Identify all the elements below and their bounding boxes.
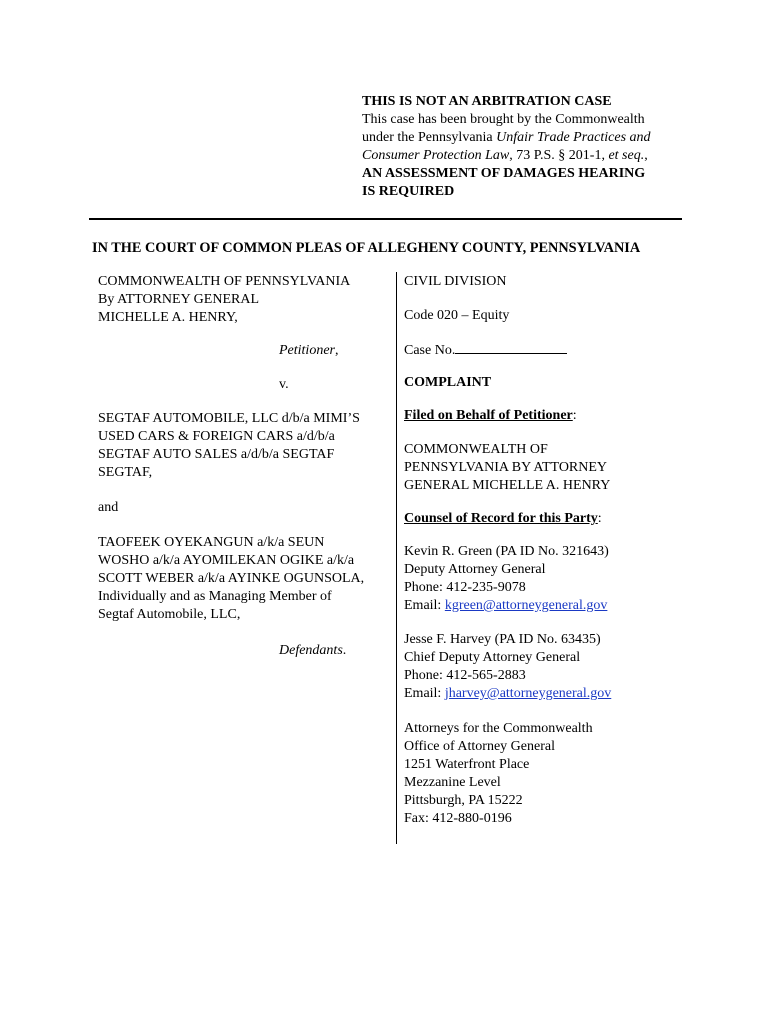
office-line: Attorneys for the Commonwealth <box>404 721 593 736</box>
arbitration-notice <box>362 93 692 201</box>
filer-line: PENNSYLVANIA BY ATTORNEY <box>404 460 608 475</box>
office-line: Office of Attorney General <box>404 739 555 754</box>
counsel-1-email-link[interactable]: kgreen@attorneygeneral.gov <box>444 598 608 613</box>
petitioner-line: By ATTORNEY GENERAL <box>98 292 259 307</box>
notice-et-seq: et seq. <box>608 148 645 163</box>
filer-block <box>404 441 704 495</box>
counsel-1-title: Deputy Attorney General <box>404 562 546 577</box>
petitioner-block <box>98 273 393 327</box>
notice-line-3 <box>362 147 692 165</box>
counsel-heading <box>404 510 704 528</box>
counsel-1-name: Kevin R. Green (PA ID No. 321643) <box>404 544 609 559</box>
case-number-label: Case No. <box>404 343 456 358</box>
office-line: Pittsburgh, PA 15222 <box>404 793 523 808</box>
notice-citation: , 73 P.S. § 201-1, <box>509 148 609 163</box>
defendant-1-line: USED CARS & FOREIGN CARS a/d/b/a <box>98 429 335 444</box>
notice-line-1: This case has been brought by the Commonwealth <box>362 112 645 127</box>
defendant-2-line: Segtaf Automobile, LLC, <box>98 607 241 622</box>
counsel-heading-label: Counsel of Record for this Party <box>404 511 598 526</box>
filed-on-behalf-colon: : <box>572 408 577 423</box>
notice-act-name-1: Unfair Trade Practices and <box>496 130 651 145</box>
office-line: Mezzanine Level <box>404 775 501 790</box>
counsel-2-block <box>404 631 704 703</box>
versus: v. <box>279 377 289 392</box>
office-line: 1251 Waterfront Place <box>404 757 530 772</box>
defendant-2-line: SCOTT WEBER a/k/a AYINKE OGUNSOLA, <box>98 571 365 586</box>
division-label: CIVIL DIVISION <box>404 274 507 289</box>
petitioner-role-punct: , <box>335 343 339 358</box>
defendant-1-line: SEGTAF AUTOMOBILE, LLC d/b/a MIMI’S <box>98 411 360 426</box>
defendant-1-block <box>98 410 393 482</box>
counsel-2-email-link[interactable]: jharvey@attorneygeneral.gov <box>444 686 612 701</box>
petitioner-line: MICHELLE A. HENRY, <box>98 310 238 325</box>
notice-act-name-2: Consumer Protection Law <box>362 148 510 163</box>
counsel-1-email-row <box>404 597 704 615</box>
office-block <box>404 720 704 828</box>
counsel-2-email-row <box>404 685 704 703</box>
and-connector: and <box>98 500 119 515</box>
counsel-1-email-label: Email: <box>404 598 445 613</box>
defendant-2-line: TAOFEEK OYEKANGUN a/k/a SEUN <box>98 535 325 550</box>
defendants-role-punct: . <box>342 643 347 658</box>
defendant-2-block <box>98 534 393 624</box>
counsel-1-phone: Phone: 412-235-9078 <box>404 580 526 595</box>
filer-line: GENERAL MICHELLE A. HENRY <box>404 478 611 493</box>
court-heading: IN THE COURT OF COMMON PLEAS OF ALLEGHENY COUNTY, PENNSYLVANIA <box>92 240 641 256</box>
defendant-2-line: WOSHO a/k/a AYOMILEKAN OGIKE a/k/a <box>98 553 355 568</box>
notice-line-5: IS REQUIRED <box>362 184 455 199</box>
defendant-2-line: Individually and as Managing Member of <box>98 589 332 604</box>
defendant-1-line: SEGTAF AUTO SALES a/d/b/a SEGTAF <box>98 447 335 462</box>
defendants-role <box>279 642 389 660</box>
case-number-blank <box>455 340 567 354</box>
caption-divider <box>396 272 397 844</box>
office-line: Fax: 412-880-0196 <box>404 811 512 826</box>
counsel-heading-colon: : <box>597 511 602 526</box>
code-label: Code 020 – Equity <box>404 308 510 323</box>
filed-on-behalf-label: Filed on Behalf of Petitioner <box>404 408 573 423</box>
notice-line-2 <box>362 129 692 147</box>
defendants-role-label: Defendants <box>279 643 343 658</box>
filer-line: COMMONWEALTH OF <box>404 442 548 457</box>
document-title: COMPLAINT <box>404 375 492 390</box>
counsel-2-title: Chief Deputy Attorney General <box>404 650 581 665</box>
case-number <box>404 340 704 360</box>
defendant-1-line: SEGTAF, <box>98 465 153 480</box>
counsel-2-phone: Phone: 412-565-2883 <box>404 668 526 683</box>
filed-on-behalf <box>404 407 704 425</box>
petitioner-role <box>279 342 389 360</box>
petitioner-role-label: Petitioner <box>279 343 335 358</box>
horizontal-divider <box>89 218 682 220</box>
counsel-1-block <box>404 543 704 615</box>
petitioner-line: COMMONWEALTH OF PENNSYLVANIA <box>98 274 351 289</box>
notice-title: THIS IS NOT AN ARBITRATION CASE <box>362 94 612 109</box>
notice-comma: , <box>644 148 648 163</box>
counsel-2-name: Jesse F. Harvey (PA ID No. 63435) <box>404 632 601 647</box>
notice-line-4: AN ASSESSMENT OF DAMAGES HEARING <box>362 166 646 181</box>
counsel-2-email-label: Email: <box>404 686 445 701</box>
notice-line-2-text: under the Pennsylvania <box>362 130 497 145</box>
